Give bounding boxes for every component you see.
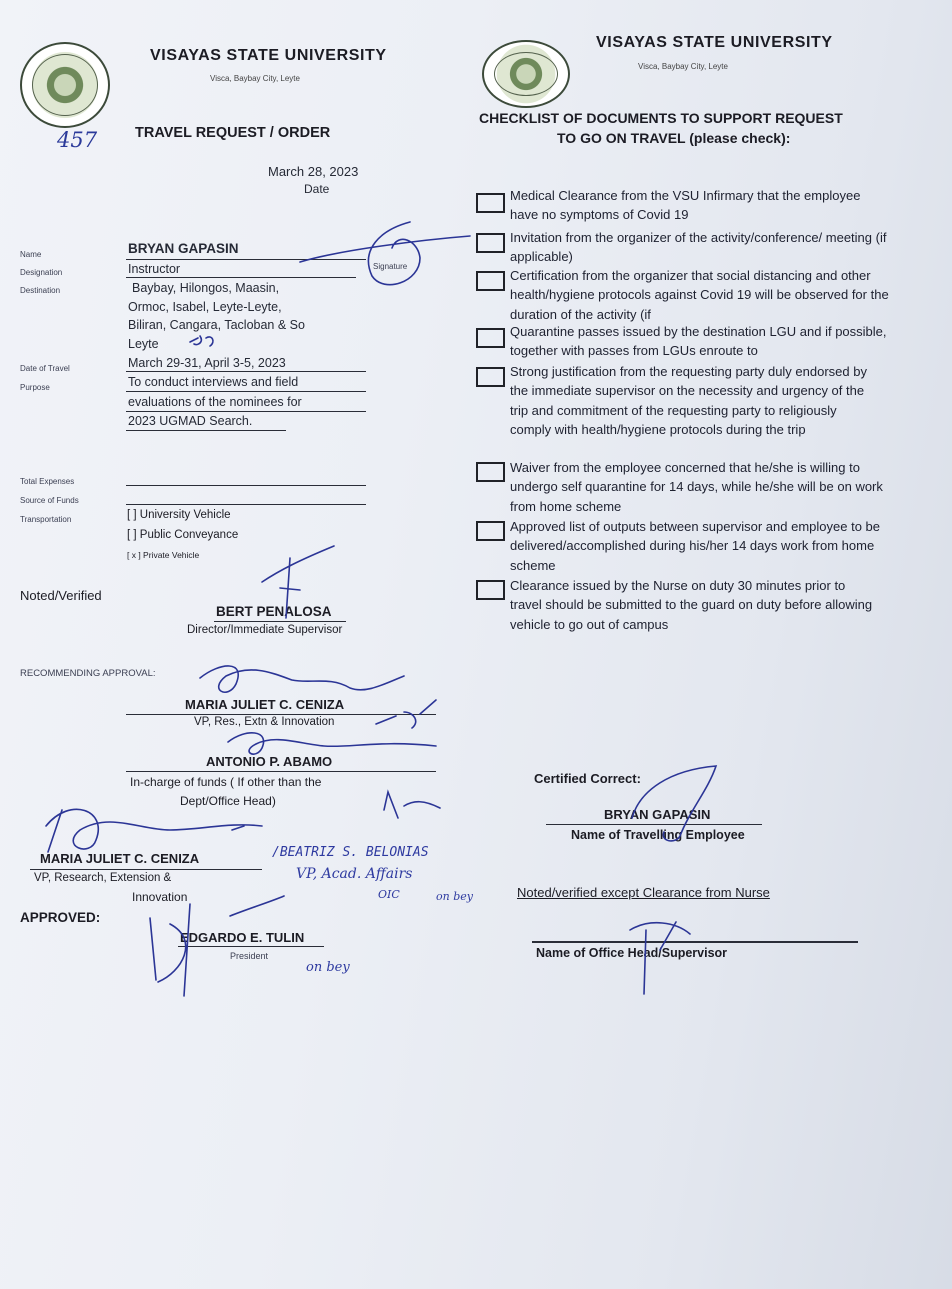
recommending-name: MARIA JULIET C. CENIZA — [185, 697, 345, 712]
destination-line-1: Baybay, Hilongos, Maasin, — [132, 281, 280, 295]
recommending-approval-label: RECOMMENDING APPROVAL: — [20, 668, 156, 679]
purpose-line-1: To conduct interviews and field — [128, 375, 299, 389]
recommending-title: VP, Res., Extn & Innovation — [194, 716, 335, 728]
vp-title-1: VP, Research, Extension & — [34, 872, 172, 884]
transportation-label: Transportation — [20, 515, 72, 524]
approved-label: APPROVED: — [20, 910, 101, 925]
date-label: Date — [304, 182, 330, 196]
office-head-caption: Name of Office Head/Supervisor — [536, 946, 728, 960]
university-name-left: VISAYAS STATE UNIVERSITY — [150, 47, 387, 64]
checklist-checkbox-2[interactable] — [476, 233, 505, 253]
certified-correct-label: Certified Correct: — [534, 771, 641, 786]
destination-line-3: Biliran, Cangara, Tacloban & So — [128, 318, 305, 332]
supervisor-title: Director/Immediate Supervisor — [187, 624, 343, 636]
checklist-title-line-2: TO GO ON TRAVEL (please check): — [557, 130, 791, 146]
president-note-handwritten: on bey — [306, 960, 350, 975]
checklist-checkbox-6[interactable] — [476, 462, 505, 482]
purpose-line-3: 2023 UGMAD Search. — [128, 414, 253, 428]
transport-university-vehicle: [ ] University Vehicle — [127, 509, 231, 521]
date-of-travel-value: March 29-31, April 3-5, 2023 — [128, 356, 286, 370]
noted-except-nurse: Noted/verified except Clearance from Nurse — [517, 885, 770, 900]
university-seal-left — [20, 42, 110, 128]
university-name-right: VISAYAS STATE UNIVERSITY — [596, 34, 833, 51]
checklist-checkbox-3[interactable] — [476, 271, 505, 291]
university-address-left: Visca, Baybay City, Leyte — [210, 74, 300, 83]
designation-value: Instructor — [128, 262, 181, 276]
transport-private-vehicle: [ x ] Private Vehicle — [127, 550, 200, 560]
checklist-item-8: Clearance issued by the Nurse on duty 30 minutes prior to travel should be submitted to the guard on duty before allowing vehicle to go out of campus — [510, 578, 873, 632]
university-seal-right — [482, 40, 570, 108]
funds-incharge-name: ANTONIO P. ABAMO — [206, 754, 333, 769]
funds-incharge-title-1: In-charge of funds ( If other than the — [130, 775, 322, 789]
employee-name: BRYAN GAPASIN — [604, 807, 711, 822]
traveler-name: BRYAN GAPASIN — [128, 241, 239, 256]
signature-label: Signature — [373, 262, 408, 271]
designation-label: Designation — [20, 268, 63, 277]
noted-verified-label: Noted/Verified — [20, 588, 102, 603]
checklist-item-5: Strong justification from the requesting party duly endorsed by the immediate supervisor on the necessity and urgency of the trip and commitment of the requesting party to religiously comply with health/hygiene protocols during the trip — [510, 364, 867, 437]
vp-title-2: Innovation — [132, 890, 188, 904]
university-address-right: Visca, Baybay City, Leyte — [638, 62, 728, 71]
oic-note2-handwritten: on bey — [436, 890, 473, 903]
checklist-item-6: Waiver from the employee concerned that he/she is willing to undergo self quarantine for 14 days, while he/she will be on work from home scheme — [510, 460, 883, 514]
date-of-travel-label: Date of Travel — [20, 364, 70, 373]
vp-name: MARIA JULIET C. CENIZA — [40, 851, 200, 866]
funds-incharge-title-2: Dept/Office Head) — [180, 794, 276, 808]
checklist-checkbox-7[interactable] — [476, 521, 505, 541]
checklist-title-line-1: CHECKLIST OF DOCUMENTS TO SUPPORT REQUEST — [479, 110, 843, 126]
checklist-checkbox-8[interactable] — [476, 580, 505, 600]
checklist-item-2: Invitation from the organizer of the activity/conference/ meeting (if applicable) — [510, 230, 887, 265]
source-of-funds-label: Source of Funds — [20, 496, 79, 505]
destination-line-4: Leyte — [128, 337, 159, 351]
checklist-item-3: Certification from the organizer that social distancing and other health/hygiene protocols against Covid 19 will be observed for the duration of the activity (if — [510, 268, 889, 322]
total-expenses-label: Total Expenses — [20, 477, 75, 486]
checklist-checkbox-1[interactable] — [476, 193, 505, 213]
oic-note-handwritten: OIC — [378, 888, 400, 901]
destination-line-2: Ormoc, Isabel, Leyte-Leyte, — [128, 300, 282, 314]
oic-name-handwritten: /BEATRIZ S. BELONIAS — [272, 845, 429, 860]
destination-label: Destination — [20, 286, 61, 295]
name-label: Name — [20, 250, 42, 259]
supervisor-name: BERT PENALOSA — [216, 604, 332, 619]
checklist-checkbox-5[interactable] — [476, 367, 505, 387]
checklist-item-7: Approved list of outputs between supervisor and employee to be delivered/accomplished during his/her 14 days work from home scheme — [510, 519, 881, 573]
checklist-item-4: Quarantine passes issued by the destination LGU and if possible, together with passes from LGUs enroute to — [510, 324, 887, 359]
purpose-line-2: evaluations of the nominees for — [128, 395, 302, 409]
handwritten-number: 457 — [57, 128, 98, 152]
president-title: President — [230, 951, 269, 961]
president-name: EDGARDO E. TULIN — [180, 930, 305, 945]
checklist-item-1: Medical Clearance from the VSU Infirmary that the employee have no symptoms of Covid 19 — [510, 188, 861, 223]
transport-public-conveyance: [ ] Public Conveyance — [127, 529, 239, 541]
oic-title-handwritten: VP, Acad. Affairs — [296, 866, 413, 882]
request-date: March 28, 2023 — [268, 164, 359, 179]
travel-request-title: TRAVEL REQUEST / ORDER — [135, 125, 331, 141]
purpose-label: Purpose — [20, 383, 50, 392]
employee-caption: Name of Travelling Employee — [571, 828, 745, 842]
checklist-checkbox-4[interactable] — [476, 328, 505, 348]
